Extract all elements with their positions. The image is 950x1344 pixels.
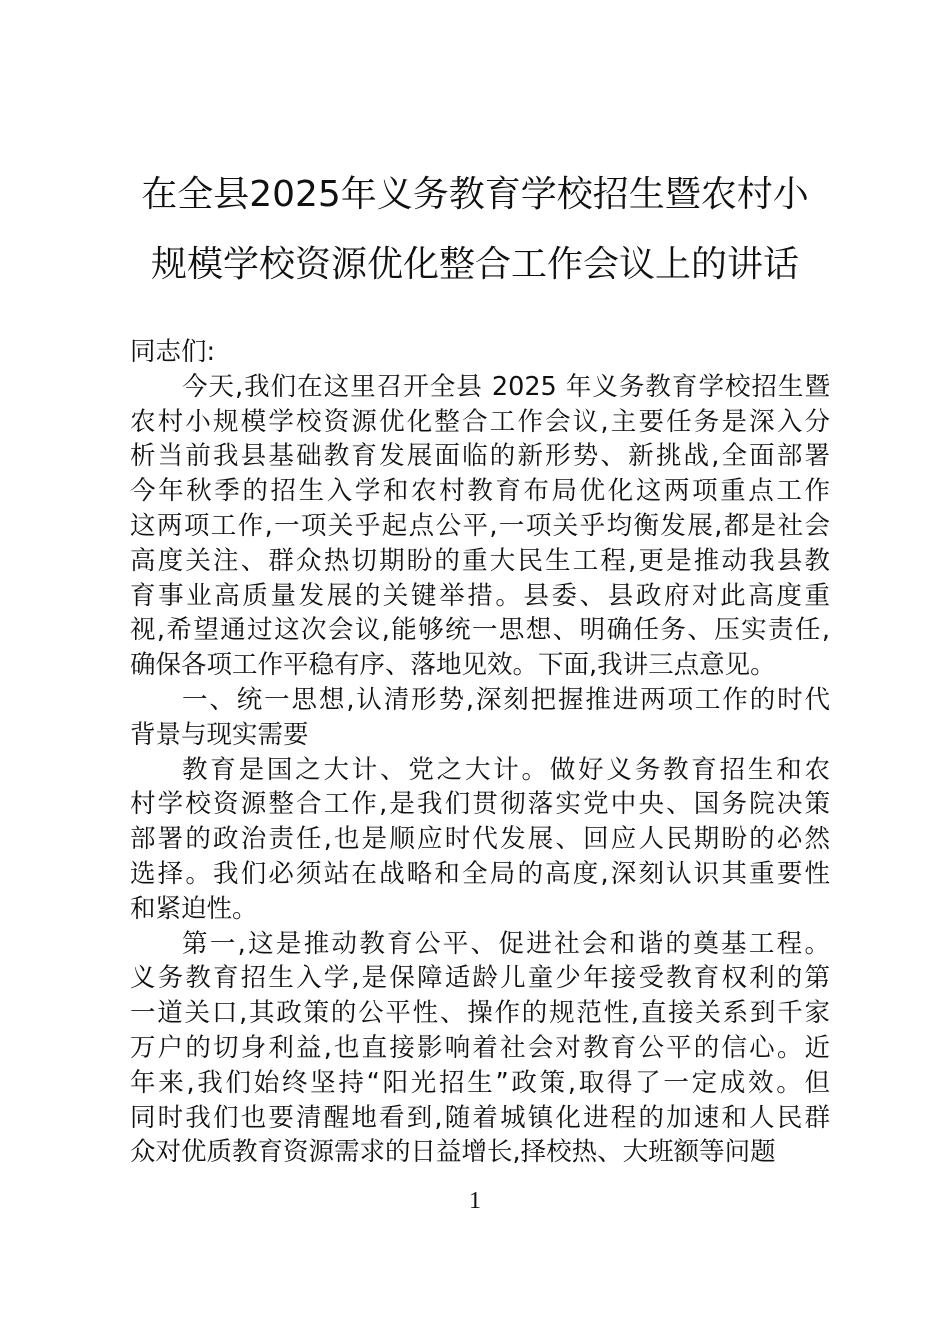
paragraph <box>130 927 830 1171</box>
paragraph <box>130 683 830 753</box>
text-line: 教育是国之大计、党之大计。做好义务教育招生和农 <box>182 754 830 785</box>
text-line: 同时我们也要清醒地看到,随着城镇化进程的加速和人民群 <box>130 1102 830 1133</box>
text-line: 众对优质教育资源需求的日益增长,择校热、大班额等问题 <box>130 1137 776 1168</box>
document-body <box>130 335 830 1170</box>
text-line: 一、统一思想,认清形势,深刻把握推进两项工作的时代 <box>182 684 830 715</box>
page-number: 1 <box>469 1188 481 1214</box>
text-line: 确保各项工作平稳有序、落地见效。下面,我讲三点意见。 <box>130 650 776 681</box>
text-line: 视,希望通过这次会议,能够统一思想、明确任务、压实责任, <box>130 615 830 646</box>
paragraph <box>130 753 830 927</box>
text-line: 育事业高质量发展的关键举措。县委、县政府对此高度重 <box>130 580 830 611</box>
text-line: 今年秋季的招生入学和农村教育布局优化这两项重点工作 <box>130 476 830 507</box>
text-line: 第一,这是推动教育公平、促进社会和谐的奠基工程。 <box>182 928 830 959</box>
text-line: 部署的政治责任,也是顺应时代发展、回应人民期盼的必然 <box>130 824 830 855</box>
document-title <box>60 160 890 300</box>
text-line: 选择。我们必须站在战略和全局的高度,深刻认识其重要性 <box>130 858 830 889</box>
text-line: 背景与现实需要 <box>130 719 309 750</box>
text-line: 这两项工作,一项关乎起点公平,一项关乎均衡发展,都是社会 <box>130 510 830 541</box>
text-line: 年来,我们始终坚持“阳光招生”政策,取得了一定成效。但 <box>130 1067 830 1098</box>
text-line: 村学校资源整合工作,是我们贯彻落实党中央、国务院决策 <box>130 789 830 820</box>
title-line: 在全县2025年义务教育学校招生暨农村小 <box>141 174 809 215</box>
text-line: 一道关口,其政策的公平性、操作的规范性,直接关系到千家 <box>130 998 830 1029</box>
text-line: 农村小规模学校资源优化整合工作会议,主要任务是深入分 <box>130 406 830 437</box>
salutation <box>130 335 830 370</box>
text-line: 义务教育招生入学,是保障适龄儿童少年接受教育权利的第 <box>130 963 830 994</box>
text-line: 万户的切身利益,也直接影响着社会对教育公平的信心。近 <box>130 1032 830 1063</box>
text-line: 高度关注、群众热切期盼的重大民生工程,更是推动我县教 <box>130 545 830 576</box>
text-line: 析当前我县基础教育发展面临的新形势、新挑战,全面部署 <box>130 441 830 472</box>
text-line: 和紧迫性。 <box>130 893 258 924</box>
paragraph <box>130 370 830 683</box>
title-line: 规模学校资源优化整合工作会议上的讲话 <box>150 244 799 285</box>
text-line: 今天,我们在这里召开全县 2025 年义务教育学校招生暨 <box>182 371 830 402</box>
text-line: 同志们: <box>130 337 216 367</box>
